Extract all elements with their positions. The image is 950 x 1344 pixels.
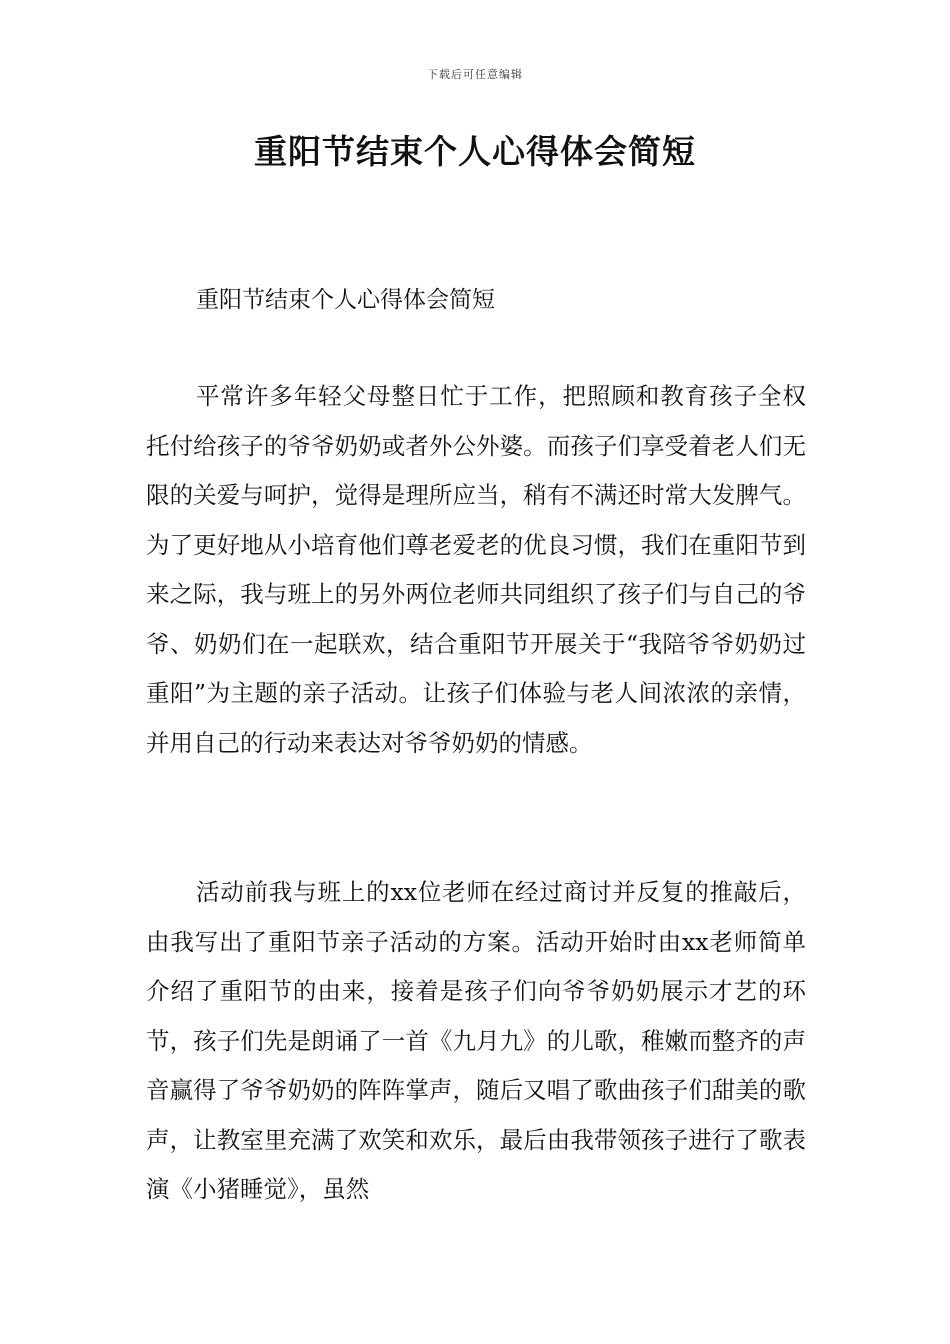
document-subtitle: 重阳节结束个人心得体会简短 [196, 287, 495, 313]
header-note: 下载后可任意编辑 [427, 68, 523, 81]
paragraph-1: 平常许多年轻父母整日忙于工作，把照顾和教育孩子全权托付给孩子的爷爷奶奶或者外公外婆。而孩子们享受着老人们无限的关爱与呵护，觉得是理所应当，稍有不满还时常大发脾气。为了更好地从小培育他们尊老爱老的优良习惯，我们在重阳节到来之际，我与班上的另外两位老师共同组织了孩子们与自己的爷爷、奶奶们在一起联欢，结合重阳节开展关于“我陪爷爷奶奶过重阳”为主题的亲子活动。让孩子们体验与老人间浓浓的亲情，并用自己的行动来表达对爷爷奶奶的情感。 [146, 382, 806, 757]
document-title: 重阳节结束个人心得体会简短 [254, 132, 696, 171]
paragraph-2: 活动前我与班上的xx位老师在经过商讨并反复的推敲后，由我写出了重阳节亲子活动的方案。活动开始时由xx老师简单介绍了重阳节的由来，接着是孩子们向爷爷奶奶展示才艺的环节，孩子们先是朗诵了一首《九月九》的儿歌，稚嫩而整齐的声音赢得了爷爷奶奶的阵阵掌声，随后又唱了歌曲孩子们甜美的歌声，让教室里充满了欢笑和欢乐，最后由我带领孩子进行了歌表演《小猪睡觉》，虽然 [146, 878, 806, 1203]
